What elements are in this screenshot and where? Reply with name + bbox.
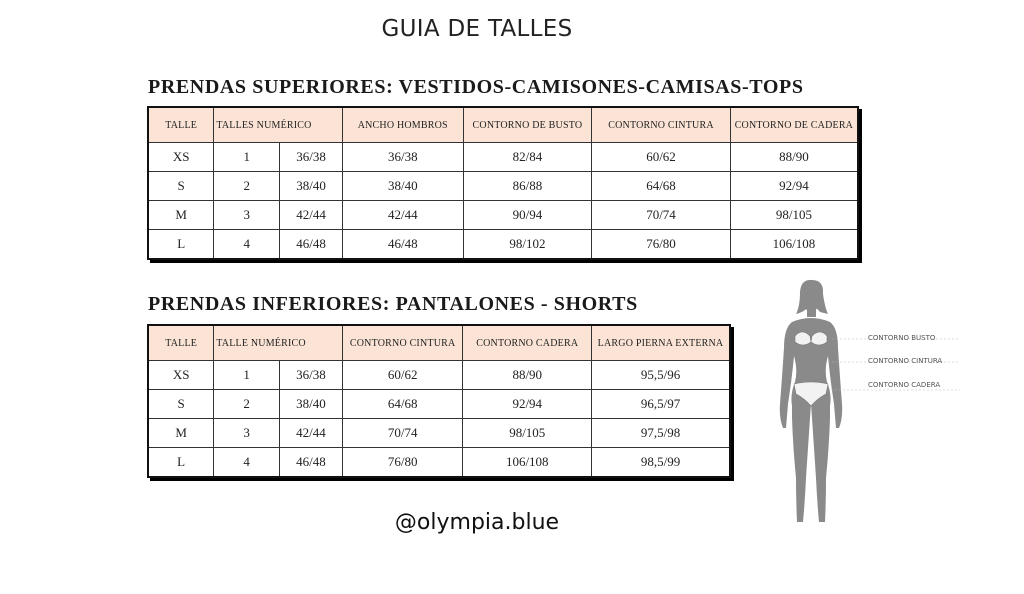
- table-row: [148, 448, 730, 478]
- table-cell: 98,5/99: [592, 448, 730, 478]
- table-cell: S: [148, 172, 214, 201]
- table-cell: 4: [214, 448, 280, 478]
- upper-size-table: [147, 106, 859, 260]
- table-cell: 2: [214, 172, 280, 201]
- table-cell: 82/84: [463, 143, 592, 172]
- table-cell: 64/68: [592, 172, 731, 201]
- table-cell: 38/40: [342, 172, 463, 201]
- table-cell: 3: [214, 201, 280, 230]
- table-cell: 36/38: [342, 143, 463, 172]
- table-cell: 96,5/97: [592, 390, 730, 419]
- table-cell: 98/102: [463, 230, 592, 260]
- waist-label: CONTORNO CINTURA: [868, 357, 943, 365]
- header-cell: ANCHO HOMBROS: [342, 107, 463, 143]
- table-cell: 60/62: [342, 361, 463, 390]
- table-cell: 97,5/98: [592, 419, 730, 448]
- table-cell: 98/105: [463, 419, 592, 448]
- header-cell: CONTORNO CINTURA: [592, 107, 731, 143]
- table-row: [148, 419, 730, 448]
- table-cell: 42/44: [280, 419, 343, 448]
- header-cell: TALLE: [148, 107, 214, 143]
- table-cell: 38/40: [280, 390, 343, 419]
- table-cell: 88/90: [463, 361, 592, 390]
- table-cell: 95,5/96: [592, 361, 730, 390]
- header-cell: TALLES NUMÉRICO: [214, 107, 343, 143]
- table-cell: 1: [214, 361, 280, 390]
- table-cell: 106/108: [730, 230, 858, 260]
- guide-title: GUIA DE TALLES: [381, 16, 573, 42]
- lower-garments-heading: PRENDAS INFERIORES: PANTALONES - SHORTS: [148, 293, 638, 315]
- table-cell: M: [148, 201, 214, 230]
- table-row: [148, 201, 858, 230]
- table-cell: 36/38: [280, 361, 343, 390]
- table-cell: 90/94: [463, 201, 592, 230]
- table-cell: 46/48: [280, 230, 343, 260]
- table-header-row: [148, 325, 730, 361]
- table-cell: XS: [148, 143, 214, 172]
- table-cell: M: [148, 419, 214, 448]
- table-cell: 70/74: [592, 201, 731, 230]
- table-cell: 76/80: [592, 230, 731, 260]
- woman-silhouette-icon: [770, 278, 970, 528]
- header-cell: LARGO PIERNA EXTERNA: [592, 325, 730, 361]
- table-cell: 98/105: [730, 201, 858, 230]
- table-row: [148, 361, 730, 390]
- table-row: [148, 143, 858, 172]
- table-cell: 46/48: [342, 230, 463, 260]
- header-cell: CONTORNO DE CADERA: [730, 107, 858, 143]
- table-cell: 60/62: [592, 143, 731, 172]
- table-cell: 36/38: [280, 143, 343, 172]
- table-cell: 92/94: [730, 172, 858, 201]
- table-cell: L: [148, 448, 214, 478]
- table-cell: 64/68: [342, 390, 463, 419]
- table-cell: 3: [214, 419, 280, 448]
- lower-size-table: [147, 324, 731, 478]
- table-cell: 1: [214, 143, 280, 172]
- header-cell: TALLE NUMÉRICO: [214, 325, 343, 361]
- table-cell: 76/80: [342, 448, 463, 478]
- hip-label: CONTORNO CADERA: [868, 381, 941, 389]
- header-cell: CONTORNO CINTURA: [342, 325, 463, 361]
- table-cell: 106/108: [463, 448, 592, 478]
- social-handle: @olympia.blue: [394, 510, 560, 535]
- header-cell: CONTORNO CADERA: [463, 325, 592, 361]
- table-header-row: [148, 107, 858, 143]
- table-cell: L: [148, 230, 214, 260]
- table-cell: 2: [214, 390, 280, 419]
- body-measurement-figure: [770, 278, 970, 528]
- bust-label: CONTORNO BUSTO: [868, 334, 936, 342]
- table-row: [148, 230, 858, 260]
- table-row: [148, 390, 730, 419]
- table-cell: 4: [214, 230, 280, 260]
- table-cell: 70/74: [342, 419, 463, 448]
- header-cell: CONTORNO DE BUSTO: [463, 107, 592, 143]
- table-cell: 38/40: [280, 172, 343, 201]
- table-cell: 42/44: [342, 201, 463, 230]
- table-cell: 86/88: [463, 172, 592, 201]
- table-cell: XS: [148, 361, 214, 390]
- table-cell: 42/44: [280, 201, 343, 230]
- header-cell: TALLE: [148, 325, 214, 361]
- table-cell: 46/48: [280, 448, 343, 478]
- upper-garments-heading: PRENDAS SUPERIORES: VESTIDOS-CAMISONES-CAMISAS-TOPS: [148, 76, 804, 98]
- table-cell: 92/94: [463, 390, 592, 419]
- table-cell: 88/90: [730, 143, 858, 172]
- table-row: [148, 172, 858, 201]
- table-cell: S: [148, 390, 214, 419]
